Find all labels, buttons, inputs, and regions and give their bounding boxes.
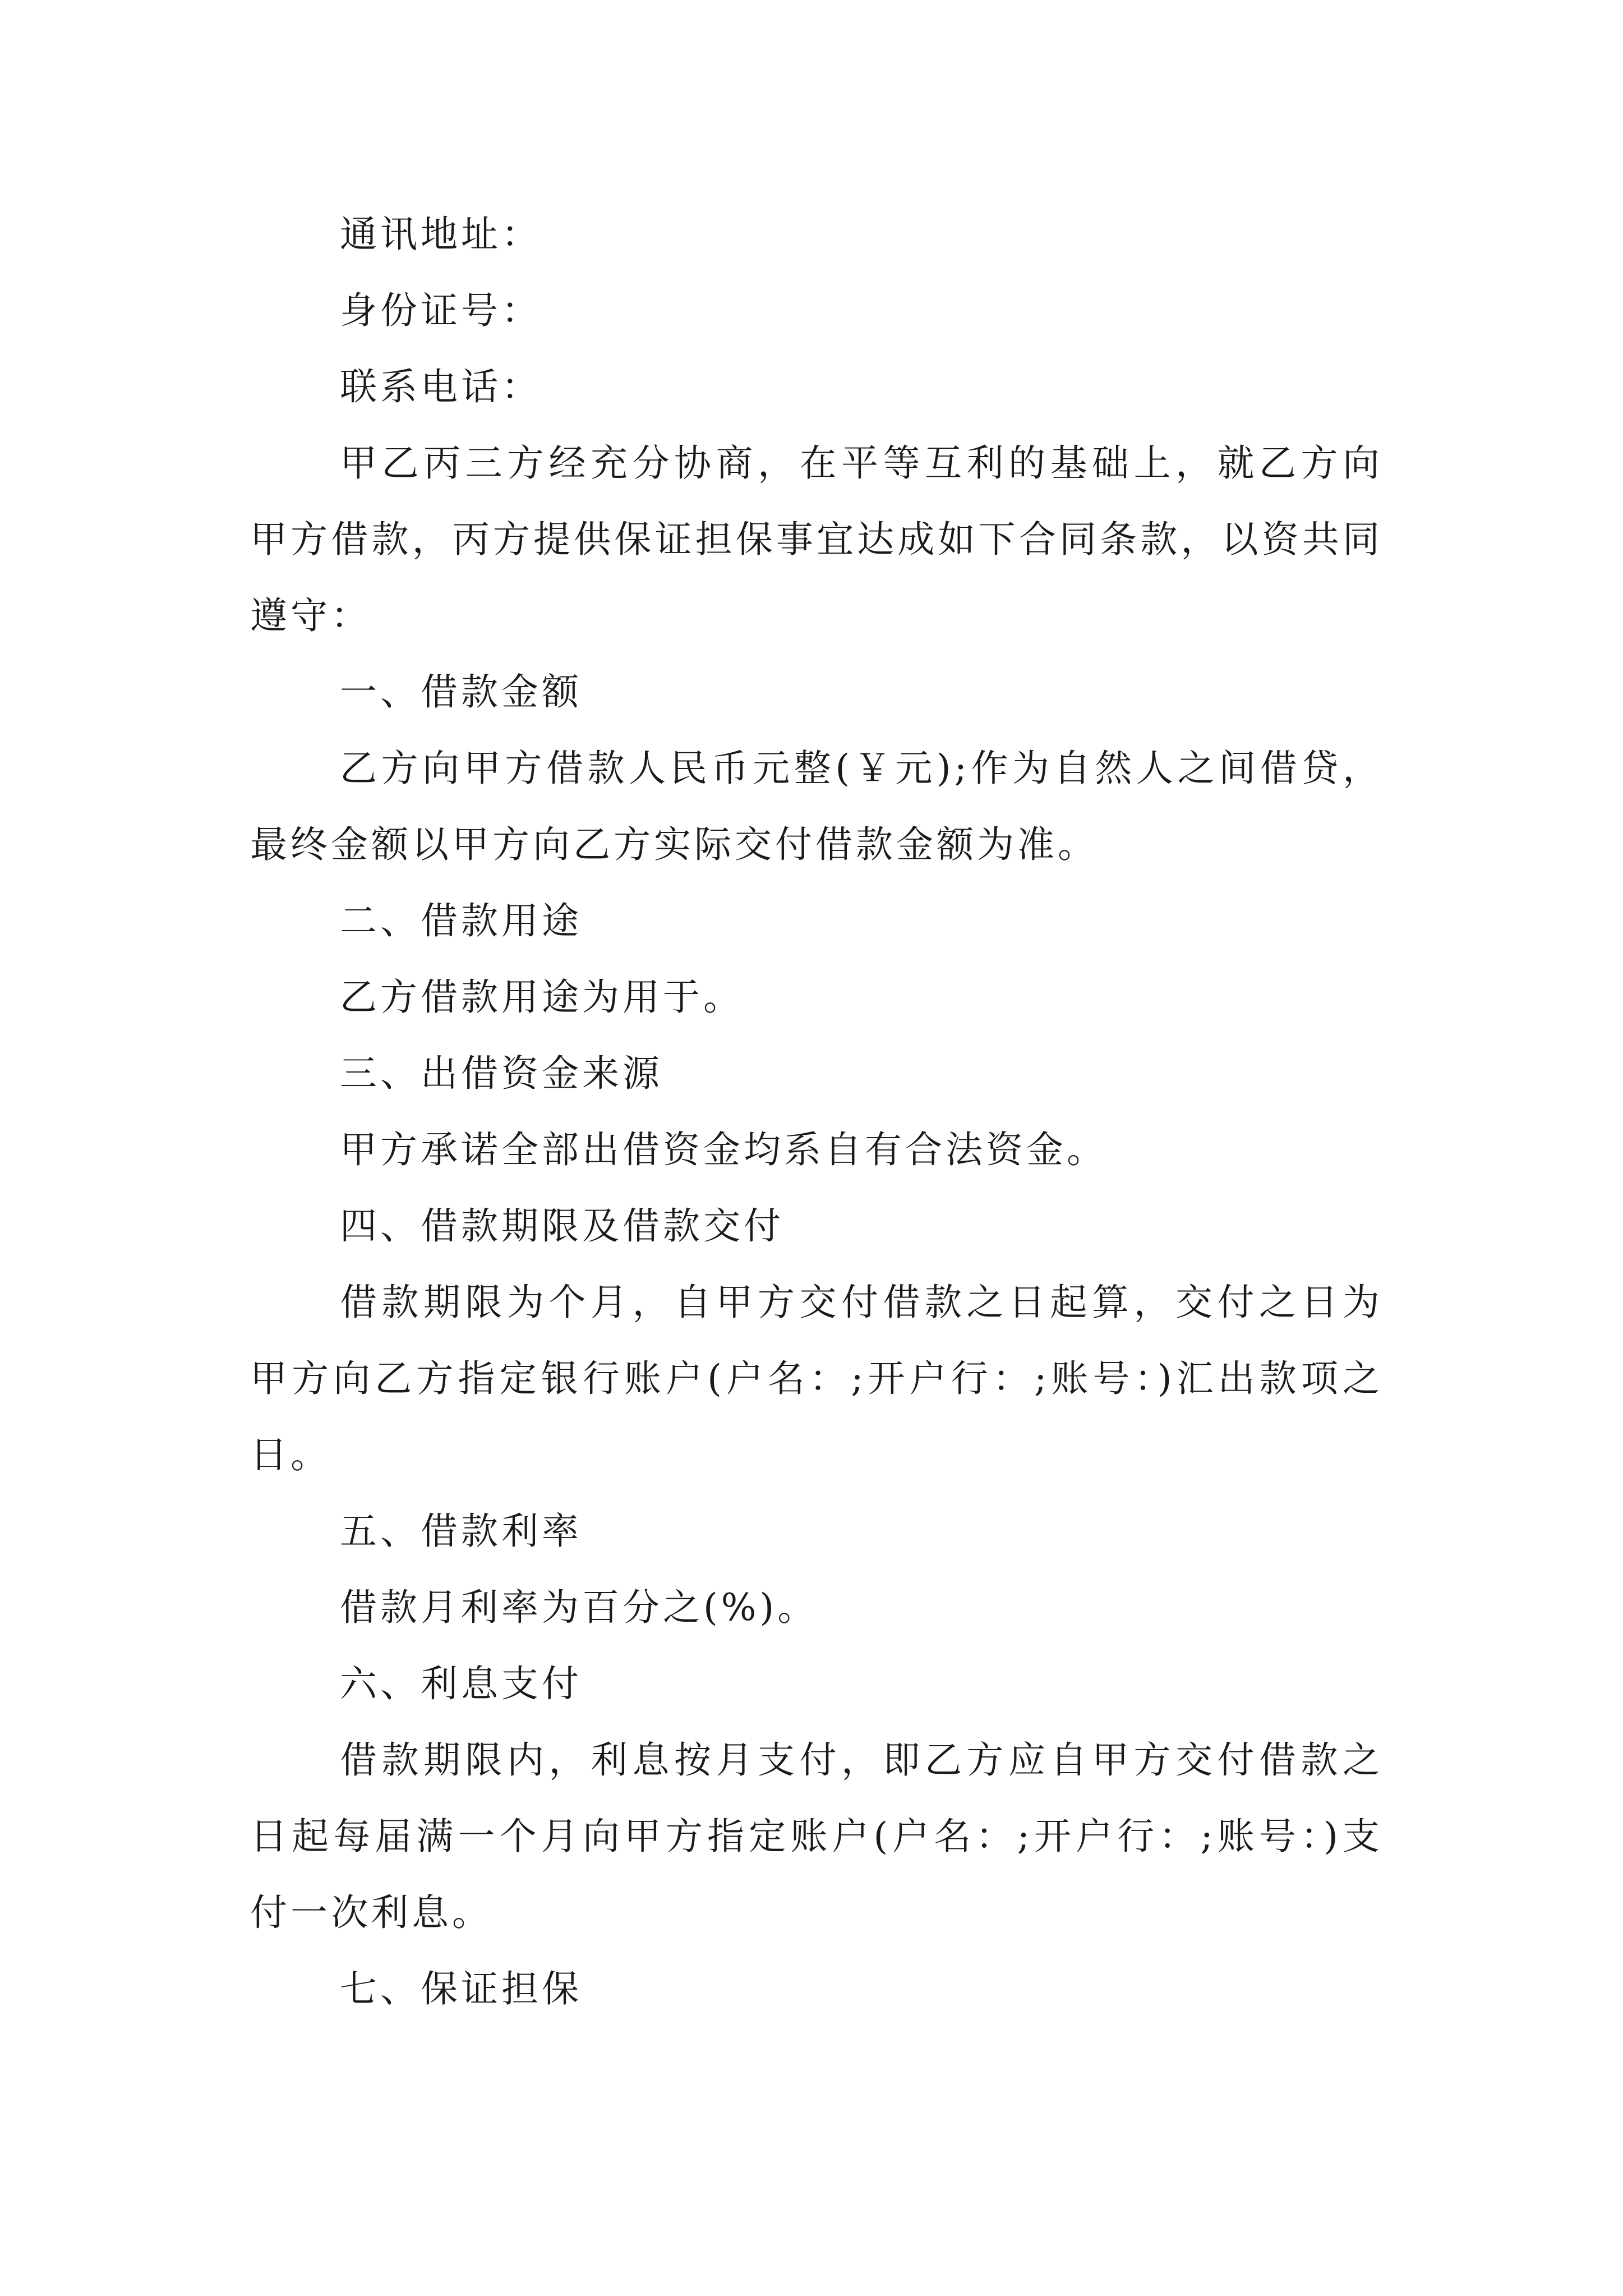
loan-term-paragraph: 借款期限为个月，自甲方交付借款之日起算，交付之日为甲方向乙方指定银行账户(户名：;开户行：;账号：)汇出款项之日。: [250, 1281, 1383, 1476]
section-heading-guarantee: 七、保证担保: [340, 1967, 582, 2010]
section-heading-interest-rate: 五、借款利率: [340, 1510, 582, 1553]
document-body: [250, 196, 1383, 2027]
section-heading-loan-term: 四、借款期限及借款交付: [340, 1204, 784, 1248]
interest-payment-paragraph: 借款期限内，利息按月支付，即乙方应自甲方交付借款之日起每届满一个月向甲方指定账户(户名：;开户行：;账号：)支付一次利息。: [250, 1738, 1383, 1934]
id-number-line: 身份证号：: [340, 289, 542, 332]
fund-source-paragraph: 甲方承诺全部出借资金均系自有合法资金。: [340, 1128, 1107, 1171]
section-heading-interest-payment: 六、利息支付: [340, 1662, 582, 1705]
interest-rate-paragraph: 借款月利率为百分之(%)。: [340, 1586, 818, 1629]
section-heading-fund-source: 三、出借资金来源: [340, 1052, 663, 1095]
section-heading-loan-purpose: 二、借款用途: [340, 899, 582, 942]
section-heading-loan-amount: 一、借款金额: [340, 670, 582, 714]
loan-purpose-paragraph: 乙方借款用途为用于。: [340, 976, 744, 1019]
phone-line: 联系电话：: [340, 365, 542, 408]
mailing-address-line: 通讯地址：: [340, 213, 542, 256]
preamble-paragraph: 甲乙丙三方经充分协商，在平等互利的基础上，就乙方向甲方借款，丙方提供保证担保事宜达成如下合同条款，以资共同遵守：: [250, 441, 1383, 637]
loan-amount-paragraph: 乙方向甲方借款人民币元整(￥元);作为自然人之间借贷，最终金额以甲方向乙方实际交付借款金额为准。: [250, 747, 1383, 866]
